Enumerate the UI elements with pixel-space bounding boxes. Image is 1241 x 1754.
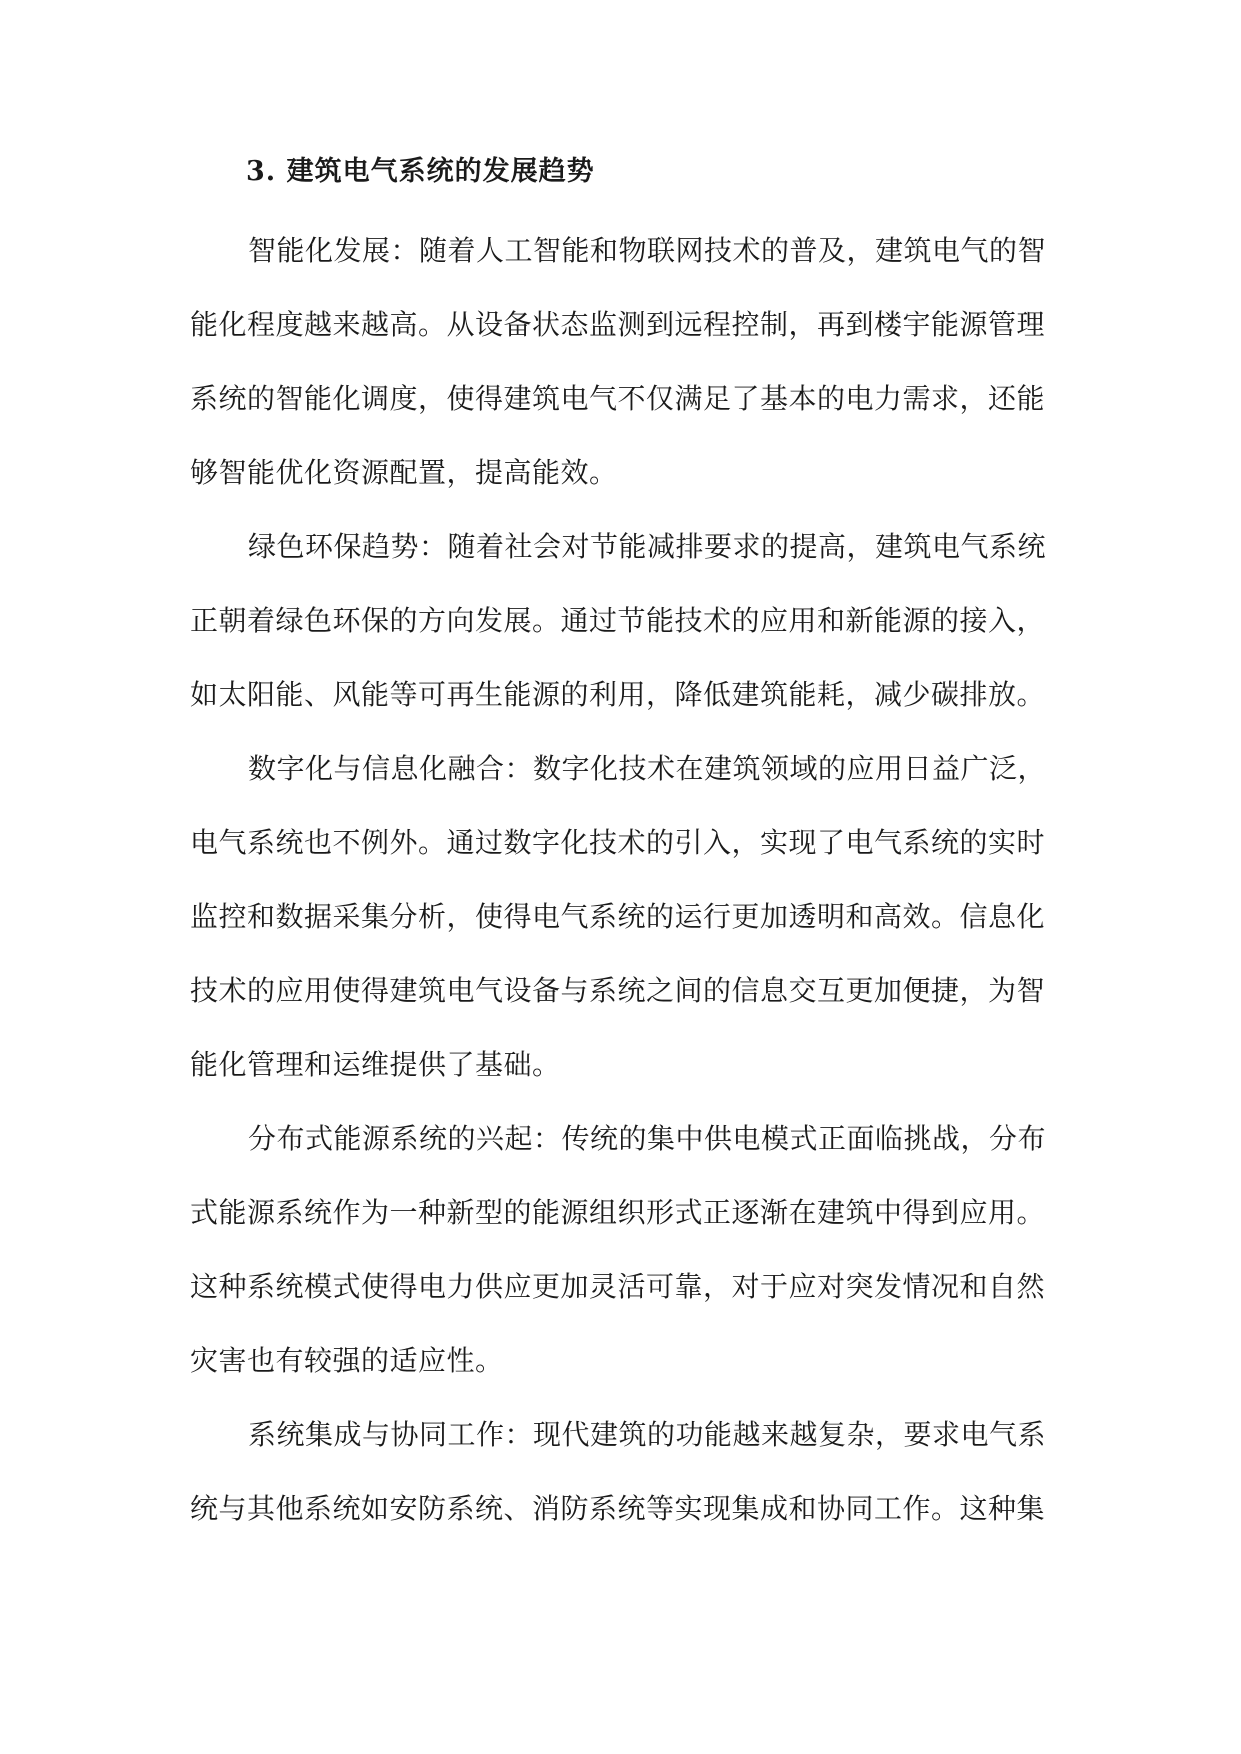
paragraph-distributed — [190, 1102, 1052, 1398]
paragraph-line: 正朝着绿色环保的方向发展。通过节能技术的应用和新能源的接入， — [190, 604, 1046, 637]
paragraph-digital — [190, 732, 1052, 1102]
paragraph-line: 系统的智能化调度，使得建筑电气不仅满足了基本的电力需求，还能 — [190, 382, 1046, 415]
paragraph-integration — [190, 1398, 1052, 1546]
paragraph-green — [190, 510, 1052, 732]
paragraph-line: 统与其他系统如安防系统、消防系统等实现集成和协同工作。这种集 — [190, 1492, 1046, 1525]
paragraph-line: 这种系统模式使得电力供应更加灵活可靠，对于应对突发情况和自然 — [190, 1270, 1046, 1303]
paragraph-line: 能化程度越来越高。从设备状态监测到远程控制，再到楼宇能源管理 — [190, 308, 1046, 341]
paragraph-line: 能化管理和运维提供了基础。 — [190, 1048, 561, 1081]
paragraph-intelligent — [190, 214, 1052, 510]
paragraph-line: 灾害也有较强的适应性。 — [190, 1344, 504, 1377]
section-heading: 3. 建筑电气系统的发展趋势 — [246, 156, 595, 187]
paragraph-line: 分布式能源系统的兴起：传统的集中供电模式正面临挑战，分布 — [248, 1122, 1047, 1155]
paragraph-line: 数字化与信息化融合：数字化技术在建筑领域的应用日益广泛， — [248, 752, 1047, 785]
paragraph-line: 绿色环保趋势：随着社会对节能减排要求的提高，建筑电气系统 — [248, 530, 1047, 563]
paragraph-line: 如太阳能、风能等可再生能源的利用，降低建筑能耗，减少碳排放。 — [190, 678, 1046, 711]
paragraph-line: 监控和数据采集分析，使得电气系统的运行更加透明和高效。信息化 — [190, 900, 1046, 933]
paragraph-line: 式能源系统作为一种新型的能源组织形式正逐渐在建筑中得到应用。 — [190, 1196, 1046, 1229]
paragraph-line: 够智能优化资源配置，提高能效。 — [190, 456, 618, 489]
paragraph-line: 技术的应用使得建筑电气设备与系统之间的信息交互更加便捷，为智 — [190, 974, 1046, 1007]
paragraph-line: 智能化发展：随着人工智能和物联网技术的普及，建筑电气的智 — [248, 234, 1047, 267]
paragraph-line: 系统集成与协同工作：现代建筑的功能越来越复杂，要求电气系 — [248, 1418, 1047, 1451]
paragraph-line: 电气系统也不例外。通过数字化技术的引入，实现了电气系统的实时 — [190, 826, 1046, 859]
document-page — [190, 140, 1052, 1546]
